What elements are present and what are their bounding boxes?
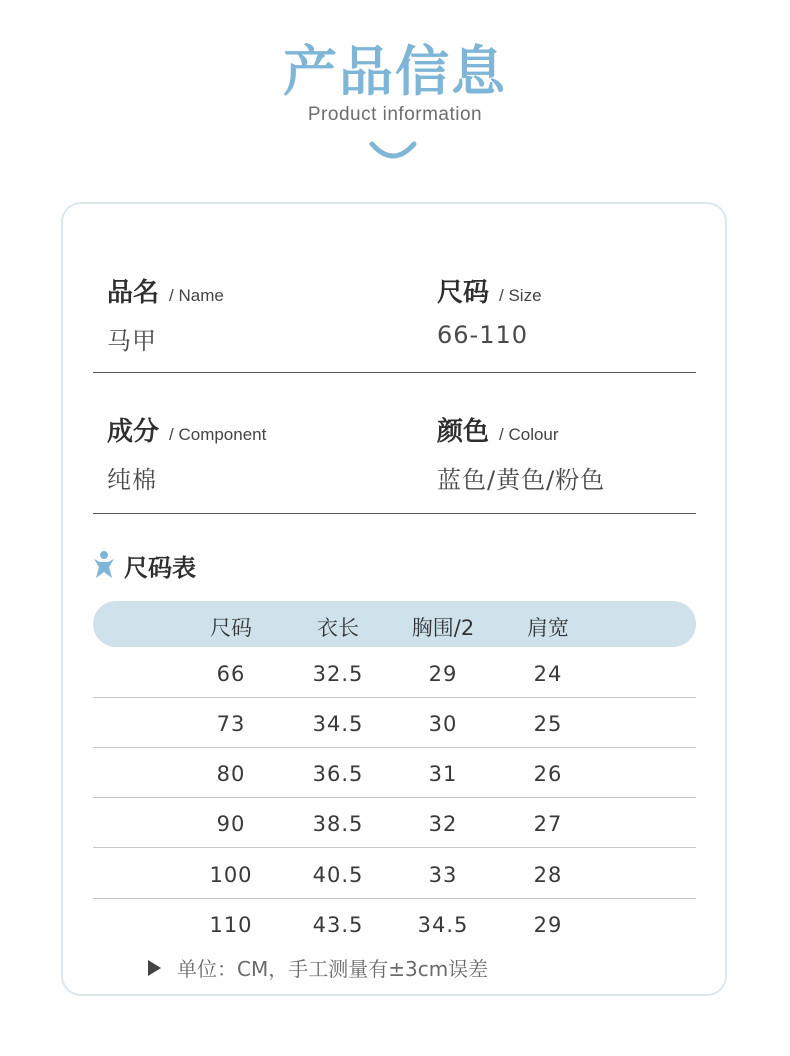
info-component: [107, 411, 266, 495]
table-row: [93, 648, 696, 698]
info-component-value: 纯棉: [107, 466, 157, 494]
table-cell: 29: [428, 662, 458, 686]
info-size-value: 66-110: [437, 321, 529, 349]
table-cell: 31: [428, 762, 458, 786]
info-size-label: 尺码 / Size: [437, 278, 542, 308]
triangle-bullet-icon: [148, 960, 161, 976]
table-cell: 40.5: [312, 863, 364, 887]
info-component-label: 成分 / Component: [107, 417, 267, 447]
table-cell: 80: [216, 762, 246, 786]
column-header: 肩宽: [527, 616, 569, 640]
smile-icon: [368, 140, 418, 164]
size-table-heading: [92, 548, 196, 582]
table-cell: 29: [533, 913, 563, 937]
table-cell: 30: [428, 712, 458, 736]
column-header: 衣长: [317, 616, 359, 640]
info-name: [107, 272, 224, 356]
person-icon: [92, 550, 116, 580]
table-cell: 32: [428, 812, 458, 836]
column-header: 尺码: [210, 616, 252, 640]
table-cell: 110: [209, 913, 253, 937]
size-table-title: 尺码表: [124, 553, 196, 582]
measurement-note: [148, 953, 488, 982]
table-row: [93, 748, 696, 798]
info-size: [437, 272, 542, 349]
table-cell: 33: [428, 863, 458, 887]
info-colour-label: 颜色 / Colour: [437, 417, 559, 447]
info-colour-value: 蓝色/黄色/粉色: [437, 466, 606, 494]
page-title: 产品信息: [283, 40, 507, 103]
table-cell: 24: [533, 662, 563, 686]
table-cell: 90: [216, 812, 246, 836]
column-header: 胸围/2: [411, 616, 475, 640]
info-name-label: 品名 / Name: [107, 278, 224, 308]
table-cell: 27: [533, 812, 563, 836]
table-cell: 26: [533, 762, 563, 786]
measurement-note-text: 单位：CM，手工测量有±3cm误差: [177, 957, 489, 981]
table-cell: 32.5: [312, 662, 364, 686]
table-row: [93, 798, 696, 848]
table-row: [93, 899, 696, 949]
page-subtitle: Product information: [307, 104, 483, 125]
table-cell: 66: [216, 662, 246, 686]
size-table-header: [93, 601, 696, 647]
table-cell: 34.5: [417, 913, 469, 937]
divider: [93, 372, 696, 373]
divider: [93, 513, 696, 514]
info-colour: [437, 411, 605, 495]
table-cell: 28: [533, 863, 563, 887]
table-cell: 73: [216, 712, 246, 736]
info-name-value: 马甲: [107, 327, 157, 355]
table-cell: 34.5: [312, 712, 364, 736]
table-cell: 25: [533, 712, 563, 736]
table-cell: 36.5: [312, 762, 364, 786]
table-row: [93, 698, 696, 748]
table-row: [93, 849, 696, 899]
table-cell: 38.5: [312, 812, 364, 836]
row-divider: [93, 847, 696, 848]
table-cell: 100: [209, 863, 253, 887]
table-cell: 43.5: [312, 913, 364, 937]
